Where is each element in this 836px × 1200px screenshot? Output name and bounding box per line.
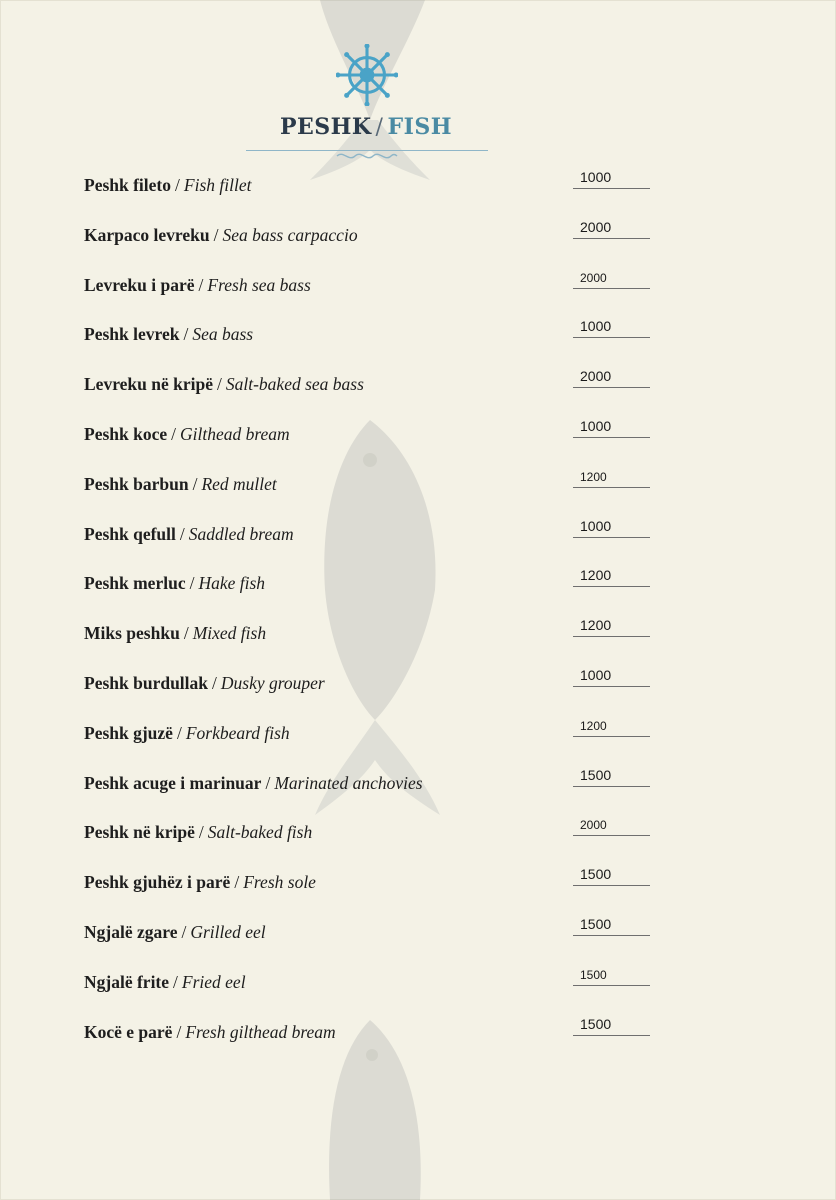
menu-item-name [84,922,266,943]
menu-item [84,216,684,246]
price-value: 1000 [580,169,612,185]
menu-item [84,166,684,196]
item-name-english: Marinated anchovies [274,772,423,793]
price-value: 1000 [580,318,612,335]
menu-item [84,315,684,345]
item-name-separator: / [234,872,240,893]
item-name-english: Grilled eel [190,922,266,942]
menu-item [84,415,684,445]
menu-item [84,266,684,296]
menu-item-name [84,673,325,694]
item-name-albanian: Peshk fileto [84,175,172,195]
price-value: 2000 [580,368,612,385]
item-name-albanian: Levreku në kripë [84,374,213,395]
price-value: 1500 [580,916,612,932]
item-name-albanian: Miks peshku [84,623,180,644]
item-name-english: Fish fillet [183,175,252,195]
item-name-english: Hake fish [198,573,266,594]
menu-item [84,714,684,744]
menu-item-price [573,315,650,338]
menu-item-name [84,723,290,744]
menu-item-price [573,614,650,637]
menu-item [84,764,684,794]
item-name-english: Salt-baked fish [207,822,313,843]
item-name-albanian: Peshk barbun [84,473,189,494]
item-name-albanian: Peshk në kripë [84,822,195,843]
menu-item-name [84,275,311,296]
item-name-english: Sea bass [192,324,254,345]
item-name-albanian: Peshk levrek [84,324,180,345]
item-name-albanian: Peshk gjuzë [84,722,173,743]
menu-item-price [573,515,650,538]
item-name-separator: / [181,922,187,942]
menu-item-name [84,773,423,794]
menu-item [84,913,684,943]
item-name-english: Sea bass carpaccio [222,224,358,245]
menu-item [84,465,684,495]
item-name-english: Forkbeard fish [185,722,290,743]
item-name-albanian: Peshk merluc [84,573,186,594]
item-name-albanian: Peshk gjuhëz i parë [84,872,231,893]
price-value: 2000 [580,818,607,833]
item-name-separator: / [183,623,189,644]
item-name-english: Dusky grouper [220,673,325,693]
title-english: FISH [387,114,453,140]
price-value: 1200 [580,469,607,484]
menu-item-price [573,764,650,787]
item-name-english: Saddled bream [188,523,294,544]
menu-item [84,614,684,644]
menu-item [84,515,684,545]
price-value: 1500 [580,766,612,783]
item-name-english: Fried eel [181,971,246,992]
price-value: 1500 [580,1015,612,1032]
menu-item [84,664,684,694]
menu-item-price [573,863,650,886]
title-albanian: PESHK [279,114,372,140]
menu-item-price [573,166,650,189]
item-name-separator: / [192,473,198,494]
item-name-english: Fresh gilthead bream [185,1021,336,1042]
menu-item [84,564,684,594]
menu-item-price [573,1013,650,1036]
price-value: 2000 [580,218,612,235]
item-name-separator: / [176,1021,182,1042]
item-name-separator: / [173,971,178,992]
price-value: 1000 [580,418,612,434]
menu-item-price [573,564,650,587]
item-name-separator: / [198,274,204,295]
item-name-albanian: Peshk qefull [84,523,176,544]
menu-item-name [84,872,316,893]
item-name-separator: / [176,722,182,743]
item-name-separator: / [183,324,189,345]
menu-item-price [573,415,650,438]
menu-item-price [573,913,650,936]
price-value: 1000 [580,667,612,683]
item-name-albanian: Ngjalë zgare [84,922,178,942]
item-name-albanian: Ngjalë frite [84,971,170,992]
item-name-separator: / [179,523,185,544]
menu-item [84,813,684,843]
price-value: 1200 [580,718,607,733]
item-name-separator: / [189,573,195,594]
price-value: 1200 [580,567,612,584]
price-value: 1200 [580,617,612,634]
menu-item-price [573,813,650,836]
item-name-albanian: Karpaco levreku [84,224,210,245]
menu-item-name [84,324,253,345]
item-name-separator: / [171,424,176,444]
menu-item-price [573,714,650,737]
item-name-english: Gilthead bream [180,424,290,444]
item-name-english: Salt-baked sea bass [225,374,364,395]
menu-item-name [84,374,364,395]
price-value: 1000 [580,517,612,534]
menu-item [84,963,684,993]
menu-item-price [573,664,650,687]
item-name-albanian: Levreku i parë [84,274,195,295]
item-name-separator: / [212,673,217,693]
item-name-albanian: Peshk acuge i marinuar [84,772,262,793]
menu-item-name [84,573,265,594]
item-name-separator: / [175,175,180,195]
price-value: 1500 [580,967,607,982]
item-name-albanian: Peshk koce [84,424,168,444]
item-name-separator: / [198,822,204,843]
menu-item-name [84,424,290,445]
item-name-albanian: Peshk burdullak [84,673,209,693]
menu-item [84,365,684,395]
title-separator: / [375,115,384,140]
menu-item-name [84,524,294,545]
menu-item [84,1013,684,1043]
item-name-english: Fresh sea bass [207,274,311,295]
item-name-separator: / [213,224,219,245]
menu-item-name [84,822,312,843]
price-value: 1500 [580,866,612,883]
menu-item [84,863,684,893]
menu-item-name [84,1022,336,1043]
item-name-english: Red mullet [201,473,277,494]
price-value: 2000 [580,270,607,285]
menu-item-price [573,266,650,289]
item-name-english: Fresh sole [243,872,316,893]
item-name-albanian: Kocë e parë [84,1021,173,1042]
menu-item-name [84,623,266,644]
item-name-separator: / [265,772,271,793]
menu-item-name [84,972,246,993]
menu-item-price [573,465,650,488]
item-name-separator: / [217,374,222,395]
menu-item-price [573,963,650,986]
item-name-english: Mixed fish [192,623,267,644]
menu-item-name [84,474,277,495]
menu-item-name [84,175,251,196]
menu-item-price [573,365,650,388]
menu-item-price [573,216,650,239]
menu-item-name [84,225,358,246]
